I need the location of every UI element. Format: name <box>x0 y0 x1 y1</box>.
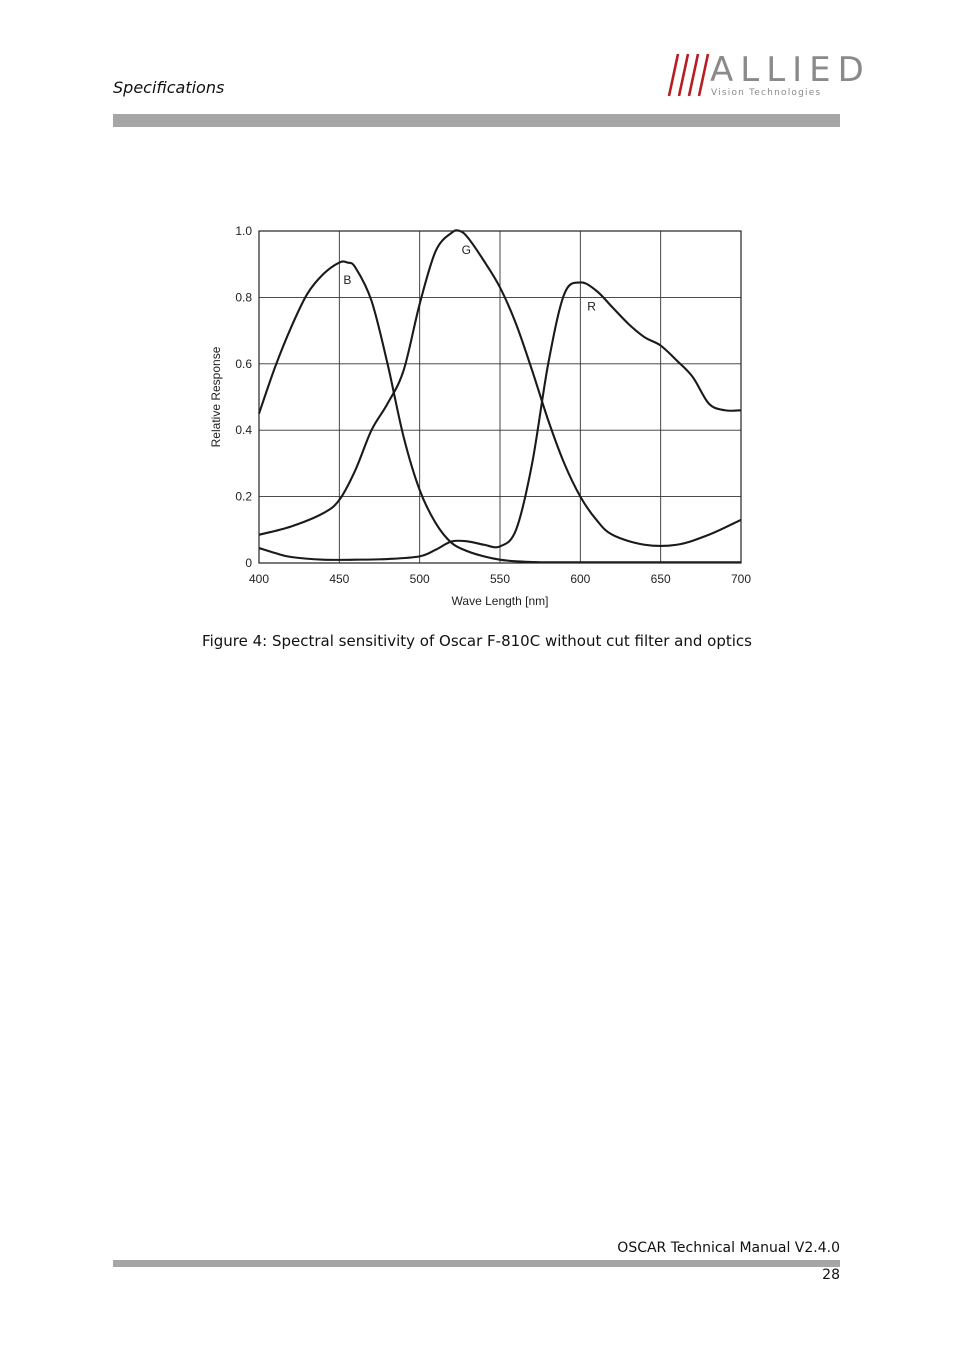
x-tick-label: 500 <box>409 572 430 586</box>
series-label-b: B <box>343 273 352 288</box>
logo-slashes-icon <box>666 52 710 98</box>
x-tick-label: 400 <box>248 572 270 586</box>
header-rule <box>113 114 840 127</box>
x-axis-label: Wave Length [nm] <box>451 594 549 608</box>
x-tick-label: 450 <box>329 572 350 586</box>
logo-slash-1 <box>669 54 678 96</box>
company-logo <box>666 50 871 102</box>
series-label-g: G <box>461 243 471 258</box>
y-axis-label: Relative Response <box>209 346 223 448</box>
y-tick-label: 0 <box>245 556 252 570</box>
x-tick-label: 550 <box>489 572 511 586</box>
series-label-r: R <box>587 299 596 314</box>
footer-rule <box>113 1260 840 1267</box>
logo-slash-3 <box>689 54 698 96</box>
y-tick-label: 0.8 <box>235 290 252 305</box>
y-tick-labels <box>235 224 252 570</box>
y-tick-label: 0.2 <box>235 489 252 504</box>
section-title: Specifications <box>113 78 225 97</box>
chart-svg <box>200 215 760 615</box>
page-number: 28 <box>822 1267 840 1283</box>
chart-grid <box>259 231 741 563</box>
footer-manual-title: OSCAR Technical Manual V2.4.0 <box>617 1240 840 1256</box>
logo-slash-2 <box>679 54 688 96</box>
series-labels <box>343 243 596 313</box>
x-tick-label: 700 <box>730 572 752 586</box>
y-tick-label: 0.4 <box>235 423 252 438</box>
figure-caption: Figure 4: Spectral sensitivity of Oscar F-810C without cut filter and optics <box>202 632 752 650</box>
logo-wordmark: ALLIED <box>710 50 871 90</box>
spectral-sensitivity-chart <box>200 215 760 615</box>
y-tick-label: 0.6 <box>235 356 252 371</box>
x-tick-labels <box>249 572 751 586</box>
y-tick-label: 1.0 <box>235 224 252 238</box>
logo-subtitle: Vision Technologies <box>711 88 822 98</box>
logo-slash-4 <box>699 54 708 96</box>
x-tick-label: 650 <box>650 572 671 586</box>
x-tick-label: 600 <box>570 572 591 586</box>
